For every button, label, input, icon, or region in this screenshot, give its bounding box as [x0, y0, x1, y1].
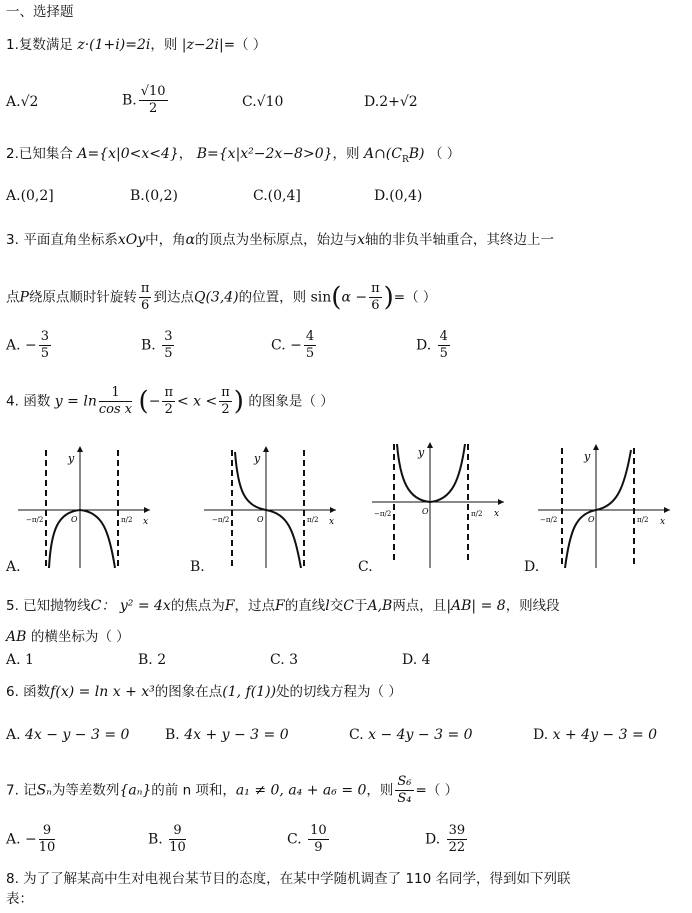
question-3-line-2: 点P绕原点顺时针旋转 $\frac{\pi}{6}$ 到达点Q(3,4)的位置，则 sin(α − $\frac{\pi}{6}$ )=（ ）	[6, 281, 437, 313]
q2-option-b[interactable]: B.(0,2)	[130, 188, 178, 204]
q1-option-a[interactable]: A.√2	[6, 94, 39, 110]
question-2-stem: 2.已知集合 A={x|0<x<4}， B={x|x²−2x−8>0}，则 $A\cap(C_RB)$ （ ）	[6, 146, 461, 165]
q3-option-a[interactable]: A. − $\frac{3}{5}$	[6, 329, 50, 361]
tick-right: π/2	[121, 516, 133, 524]
q7-option-b[interactable]: B. $\frac{9}{10}$	[148, 823, 186, 855]
graph-a-letter: A.	[6, 559, 21, 575]
graph-c-letter: C.	[358, 559, 373, 575]
question-5-line-2: AB 的横坐标为（ ）	[6, 629, 130, 645]
q2-option-d[interactable]: D.(0,4)	[374, 188, 423, 204]
svg-text:y: y	[584, 450, 591, 463]
svg-text:x: x	[329, 517, 335, 527]
graph-d-letter: D.	[524, 559, 540, 575]
origin-label: O	[71, 515, 78, 524]
svg-text:x: x	[660, 517, 666, 527]
section-title: 一、选择题	[6, 4, 74, 20]
q5-option-c[interactable]: C. 3	[270, 652, 299, 668]
svg-text:−π/2: −π/2	[540, 516, 558, 524]
q4-graphs	[0, 440, 692, 580]
q1-option-b[interactable]: B. $\frac{√10}{2}$	[122, 84, 166, 116]
q2-option-c[interactable]: C.(0,4]	[253, 188, 301, 204]
q5-option-d[interactable]: D. 4	[402, 652, 431, 668]
q6-option-c[interactable]: C. x − 4y − 3 = 0	[349, 727, 473, 743]
q5-option-a[interactable]: A. 1	[6, 652, 34, 668]
question-1-stem: 1.复数满足 z·(1+i)=2i，则 |z−2i|=（ ）	[6, 37, 267, 53]
q3-option-d[interactable]: D. $\frac{4}{5}$	[416, 329, 448, 361]
question-8-line-2: 表：	[6, 891, 33, 907]
tick-left: −π/2	[26, 516, 44, 524]
svg-text:−π/2: −π/2	[212, 516, 230, 524]
axis-x-label: x	[143, 517, 149, 527]
graph-a[interactable]	[18, 440, 158, 572]
svg-text:y: y	[418, 446, 425, 459]
svg-text:x: x	[494, 509, 500, 519]
q2-option-a[interactable]: A.(0,2]	[6, 188, 54, 204]
q6-option-d[interactable]: D. x + 4y − 3 = 0	[533, 727, 658, 743]
svg-text:−π/2: −π/2	[374, 510, 392, 518]
q6-option-b[interactable]: B. 4x + y − 3 = 0	[165, 727, 289, 743]
q3-option-b[interactable]: B. $\frac{3}{5}$	[141, 329, 173, 361]
svg-text:π/2: π/2	[307, 516, 319, 524]
svg-text:π/2: π/2	[471, 510, 483, 518]
svg-text:O: O	[257, 515, 264, 524]
q7-option-d[interactable]: D. $\frac{39}{22}$	[425, 823, 466, 855]
q1-option-d[interactable]: D.2+√2	[364, 94, 418, 110]
question-4-stem: 4. 函数 y = ln $\frac{1}{\text{cos x}}$ (− $\frac{\pi}{2}$ < x < $\frac{\pi}{2}$ ) 的图象是（ ）	[6, 385, 334, 417]
graph-b[interactable]	[204, 440, 344, 572]
question-6-stem: 6. 函数f(x) = ln x + x³的图象在点(1, f(1))处的切线方程为（ ）	[6, 684, 402, 700]
question-3-line-1: 3. 平面直角坐标系xOy中，角α的顶点为坐标原点，始边与x轴的非负半轴重合，其终边上一	[6, 232, 555, 248]
svg-text:O: O	[588, 515, 595, 524]
question-7-stem: 7. 记Sₙ为等差数列{aₙ}的前 n 项和，a₁ ≠ 0, a₄ + a₆ = 0，则 $\frac{\text{S₆}}{\text{S₄}}$ =（ ）	[6, 774, 459, 806]
svg-text:O: O	[422, 507, 429, 516]
q3-option-c[interactable]: C. − $\frac{4}{5}$	[271, 329, 315, 361]
q7-option-a[interactable]: A. − $\frac{9}{10}$	[6, 823, 56, 855]
svg-text:π/2: π/2	[637, 516, 649, 524]
q7-option-c[interactable]: C. $\frac{10}{9}$	[287, 823, 327, 855]
axis-y-label: y	[68, 452, 75, 465]
graph-b-letter: B.	[190, 559, 205, 575]
question-5-line-1: 5. 已知抛物线C： y² = 4x的焦点为F，过点F的直线l交C于A,B两点，且|AB| = 8，则线段	[6, 598, 560, 614]
graph-c[interactable]	[372, 440, 512, 572]
question-8-line-1: 8. 为了了解某高中生对电视台某节目的态度，在某中学随机调查了 110 名同学，得到如下列联	[6, 871, 571, 887]
q1-option-c[interactable]: C.√10	[242, 94, 284, 110]
svg-text:y: y	[254, 452, 261, 465]
q6-option-a[interactable]: A. 4x − y − 3 = 0	[6, 727, 130, 743]
q5-option-b[interactable]: B. 2	[138, 652, 167, 668]
graph-d[interactable]	[538, 440, 678, 572]
